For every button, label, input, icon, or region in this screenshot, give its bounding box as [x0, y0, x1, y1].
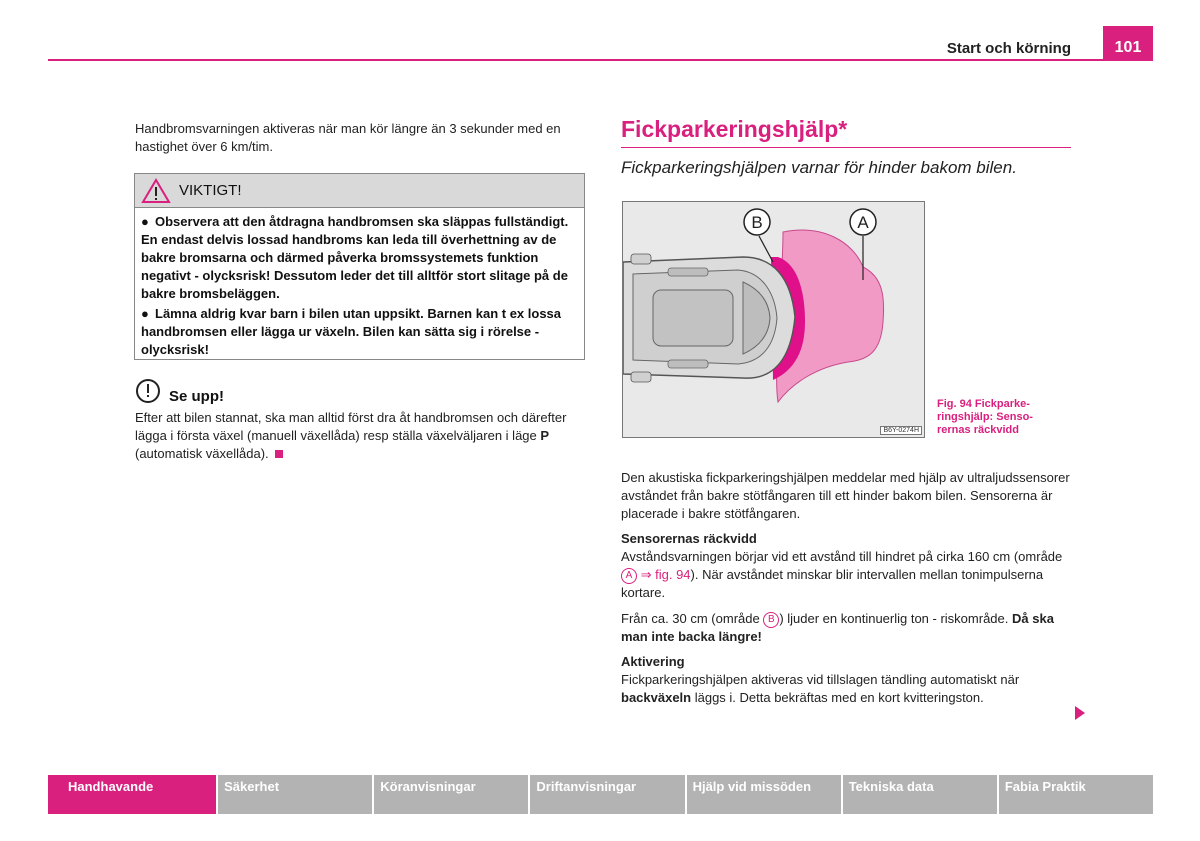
warning-triangle-icon — [141, 178, 171, 204]
right-body — [621, 469, 1073, 715]
figure-code: B6Y-0274H — [880, 426, 922, 435]
chapter-tabs — [48, 775, 1153, 814]
paragraph-close-range: Från ca. 30 cm (område B ) ljuder en kontinuerlig ton - riskområde. Då ska man inte backa längre! — [621, 611, 1054, 644]
caution-title: Se upp! — [169, 387, 224, 405]
tab-driftanvisningar[interactable]: Driftanvisningar — [530, 775, 684, 814]
end-mark-icon — [275, 450, 283, 458]
tab-sakerhet[interactable]: Säkerhet — [218, 775, 372, 814]
paragraph-activation: Fickparkeringshjälpen aktiveras vid tillslagen tändling automatiskt när backväxeln läggs i. Detta bekräftas med en kort kvitteringston. — [621, 672, 1020, 705]
svg-text:B: B — [751, 213, 763, 232]
page-number: 101 — [1103, 26, 1153, 60]
parking-sensor-figure — [622, 201, 925, 438]
intro-paragraph: Handbromsvarningen aktiveras när man kör längre än 3 sekunder med en hastighet över 6 km/tim. — [135, 121, 561, 154]
warning-title: VIKTIGT! — [179, 182, 242, 199]
warning-item: ● Observera att den åtdragna handbromsen ska släppas fullständigt. En endast delvis lossad handbroms kan leda till överhettning av de bakre bromsarna och därmed påverka bromssystemets funktion negativt - olycksrisk! Dessutom leder det till alltför stort slitage på de bakre bromsbeläggen. — [141, 214, 569, 301]
tab-tekniska-data[interactable]: Tekniska data — [843, 775, 997, 814]
section-rule — [621, 147, 1071, 148]
tab-fabia-praktik[interactable]: Fabia Praktik — [999, 775, 1153, 814]
subheading-range: Sensorernas räckvidd — [621, 531, 757, 546]
parking-diagram — [623, 202, 925, 438]
paragraph-sensors: Den akustiska fickparkeringshjälpen meddelar med hjälp av ultraljudssensorer avståndet från bakre stötfångaren till ett hinder bakom bilen. Sensorerna är placerade i bakre stötfångaren. — [621, 470, 1070, 521]
caution-header — [135, 377, 585, 405]
warning-body — [135, 208, 584, 366]
bullet-icon: ● — [141, 214, 149, 229]
zone-b-ref: B — [763, 612, 779, 628]
caution-text: Efter att bilen stannat, ska man alltid först dra åt handbromsen och därefter lägga i första växel (manuell växellåda) resp ställa växelväljaren i läge P (automatisk växellåda). — [135, 410, 567, 461]
svg-text:A: A — [857, 213, 869, 232]
figure-caption: Fig. 94 Fickparkeringshjälp: Sensorernas räckvidd — [937, 398, 1033, 436]
figure-link[interactable]: ⇒ fig. 94 — [637, 567, 691, 582]
zone-a-ref: A — [621, 568, 637, 584]
caution-section — [135, 377, 585, 463]
section-title: Fickparkeringshjälp* — [621, 116, 848, 142]
header-rule — [48, 59, 1153, 61]
warning-item: ● Lämna aldrig kvar barn i bilen utan uppsikt. Barnen kan t ex lossa handbromsen eller lägga ur växeln. Bilen kan sätta sig i rörelse - olycksrisk! — [141, 306, 562, 357]
paragraph-range: Avståndsvarningen börjar vid ett avstånd till hindret på cirka 160 cm (område A ⇒ fig. 94). När avståndet minskar blir intervallen mellan tonimpulserna kortare. — [621, 549, 1063, 600]
tab-handhavande[interactable]: Handhavande — [48, 775, 216, 814]
chapter-title: Start och körning — [946, 40, 1071, 57]
tab-koranvisningar[interactable]: Köranvisningar — [374, 775, 528, 814]
exclamation-circle-icon — [135, 378, 161, 404]
subheading-activation: Aktivering — [621, 654, 685, 669]
bullet-icon: ● — [141, 306, 149, 321]
warning-box — [134, 173, 585, 360]
section-subtitle: Fickparkeringshjälpen varnar för hinder bakom bilen. — [621, 158, 1017, 177]
tab-hjalp-vid-missoden[interactable]: Hjälp vid missöden — [687, 775, 841, 814]
next-page-arrow-icon[interactable] — [1075, 706, 1085, 720]
warning-header — [135, 174, 584, 208]
